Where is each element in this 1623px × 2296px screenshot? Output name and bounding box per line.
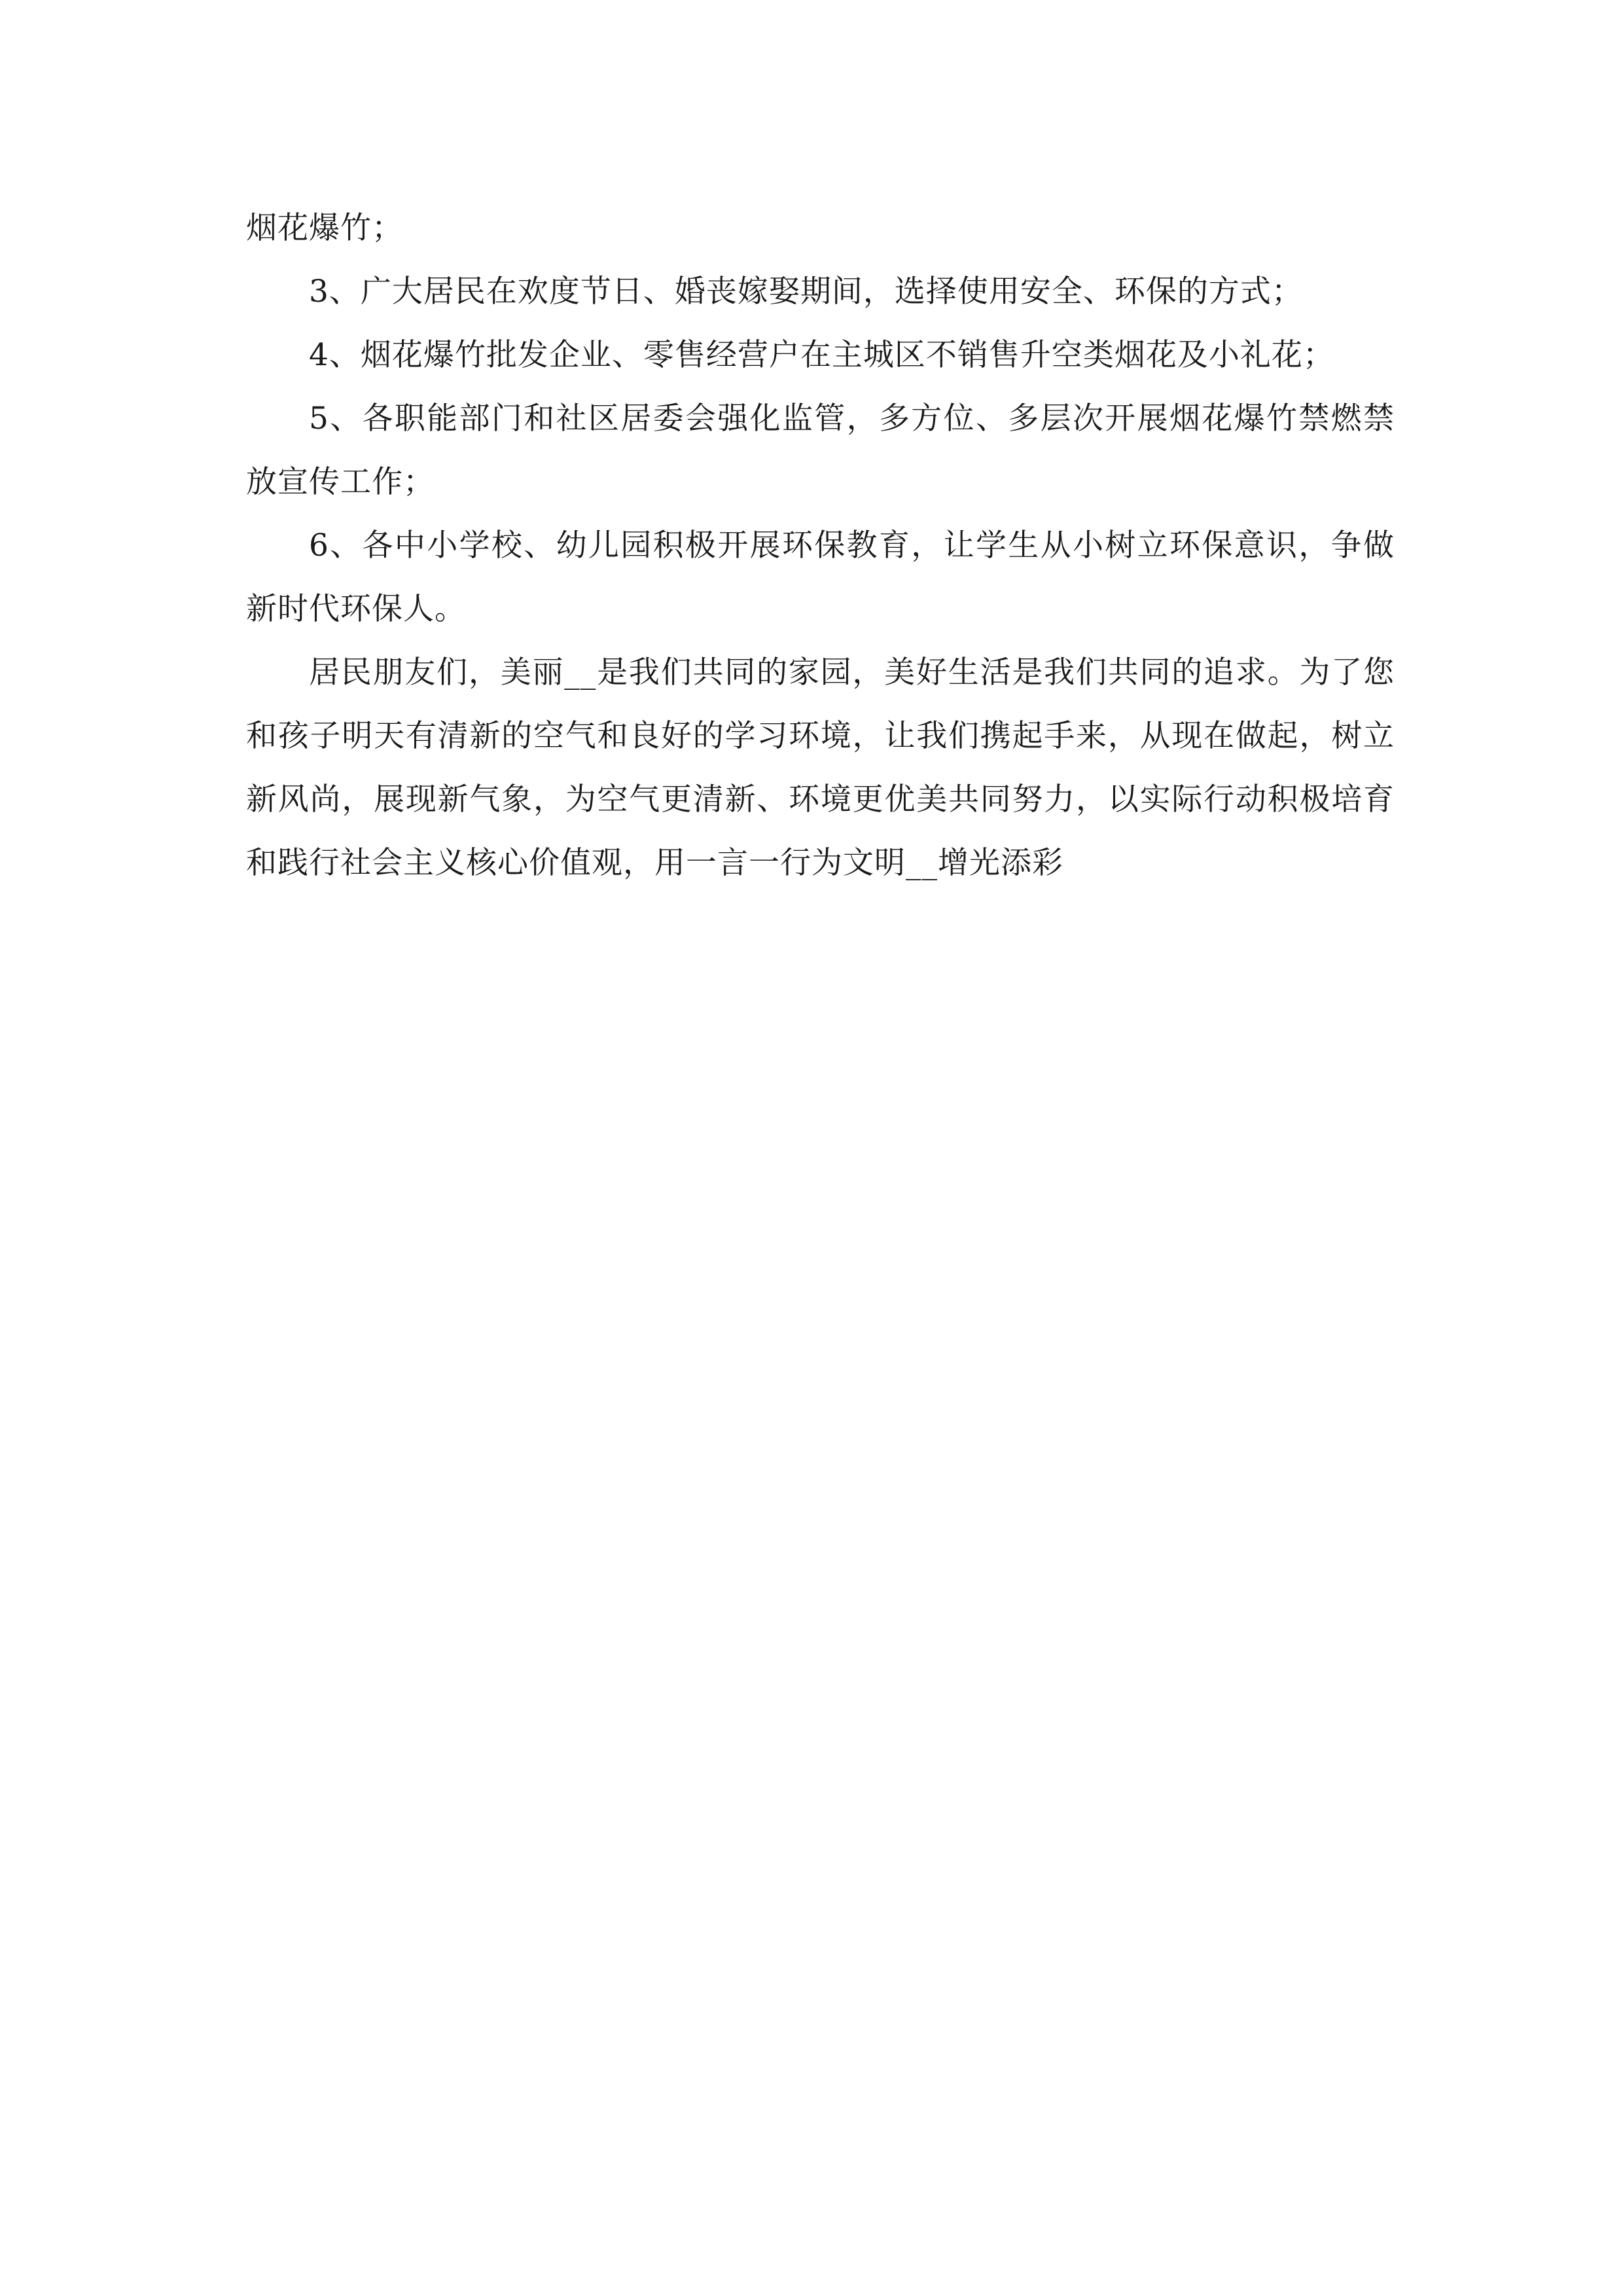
paragraph-item-6: 6、各中小学校、幼儿园积极开展环保教育，让学生从小树立环保意识，争做新时代环保人。 <box>246 528 1395 627</box>
paragraph-item-4: 4、烟花爆竹批发企业、零售经营户在主城区不销售升空类烟花及小礼花； <box>309 337 1334 373</box>
document-body <box>246 196 1395 895</box>
paragraph-item-3: 3、广大居民在欢度节日、婚丧嫁娶期间，选择使用安全、环保的方式； <box>309 274 1303 310</box>
paragraph-continuation: 烟花爆竹； <box>246 210 403 246</box>
paragraph-closing: 居民朋友们，美丽__是我们共同的家园，美好生活是我们共同的追求。为了您和孩子明天有清新的空气和良好的学习环境，让我们携起手来，从现在做起，树立新风尚，展现新气象，为空气更清新、环境更优美共同努力，以实际行动积极培育和践行社会主义核心价值观，用一言一行为文明__增光添彩 <box>246 655 1395 881</box>
paragraph-item-5: 5、各职能部门和社区居委会强化监管，多方位、多层次开展烟花爆竹禁燃禁放宣传工作； <box>246 401 1395 500</box>
